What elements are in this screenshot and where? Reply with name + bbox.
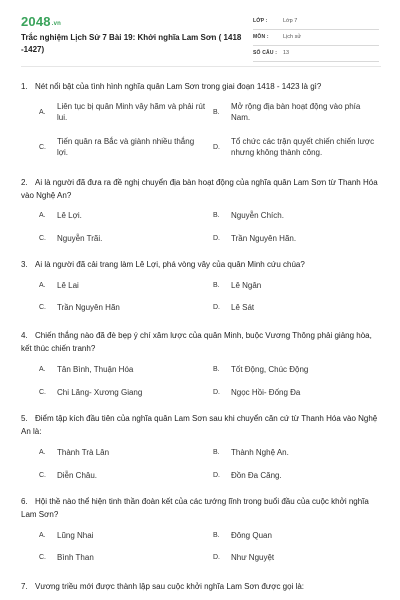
quiz-meta xyxy=(253,16,379,64)
question-body: Ai là người đã cải trang làm Lê Lợi, phá vòng vây của quân Minh cứu chúa? xyxy=(35,260,305,269)
option-text: Ngọc Hồi- Đống Đa xyxy=(231,388,301,397)
question-number: 6. xyxy=(21,497,28,506)
question-text xyxy=(21,176,381,202)
option-letter: A. xyxy=(39,282,46,289)
option-text: Lê Sát xyxy=(231,303,255,312)
option-text: Tốt Động, Chúc Động xyxy=(231,365,309,374)
option-letter: B. xyxy=(213,212,220,219)
meta-row-count xyxy=(253,48,379,62)
logo-text: 2048 xyxy=(21,14,51,29)
option-text: Diễn Châu. xyxy=(57,471,98,480)
question-body: Hội thề nào thể hiện tinh thần đoàn kết của các tướng lĩnh trong buổi đầu của cuộc khởi nghĩa Lam Sơn? xyxy=(21,497,369,519)
site-logo[interactable] xyxy=(21,14,61,29)
option-text: Trần Nguyên Hãn xyxy=(57,303,120,312)
option-letter: B. xyxy=(213,532,220,539)
option-letter: C. xyxy=(39,144,46,151)
question-text xyxy=(21,495,381,521)
question-number: 3. xyxy=(21,260,28,269)
meta-label: SỐ CÂU : xyxy=(253,50,278,56)
meta-label: MÔN : xyxy=(253,34,269,40)
option-letter: D. xyxy=(213,554,220,561)
option-letter: A. xyxy=(39,109,46,116)
option-text: Tiến quân ra Bắc và giành nhiều thắng lợi. xyxy=(57,137,195,157)
option-letter: A. xyxy=(39,212,46,219)
option-text: Thành Trà Lân xyxy=(57,448,110,457)
page-title: Trắc nghiệm Lịch Sử 7 Bài 19: Khởi nghĩa Lam Sơn ( 1418 -1427) xyxy=(21,33,242,54)
option-letter: B. xyxy=(213,109,220,116)
question-body: Ai là người đã đưa ra đề nghị chuyển địa bàn hoạt động của nghĩa quân Lam Sơn từ Thanh Hóa vào Nghệ An? xyxy=(21,178,378,200)
question-body: Vương triều mới được thành lập sau cuộc khởi nghĩa Lam Sơn được gọi là: xyxy=(35,582,305,591)
question-text xyxy=(21,80,381,93)
option-letter: A. xyxy=(39,449,46,456)
option-text: Liên tục bị quân Minh vây hãm và phải rút lui. xyxy=(57,102,206,122)
question-text xyxy=(21,329,381,355)
option-letter: D. xyxy=(213,472,220,479)
option-letter: A. xyxy=(39,366,46,373)
page-header xyxy=(0,0,400,62)
question-number: 2. xyxy=(21,178,28,187)
option-letter: C. xyxy=(39,389,46,396)
option-text: Chi Lăng- Xương Giang xyxy=(57,388,143,397)
question-body: Điểm tập kích đầu tiên của nghĩa quân Lam Sơn sau khi chuyển căn cứ từ Thanh Hóa vào Nghệ An là: xyxy=(21,414,378,436)
option-text: Bình Than xyxy=(57,553,94,562)
option-text: Lê Lợi. xyxy=(57,211,82,220)
option-letter: C. xyxy=(39,472,46,479)
question-number: 7. xyxy=(21,582,28,591)
option-text: Nguyễn Chích. xyxy=(231,211,284,220)
option-letter: B. xyxy=(213,282,220,289)
option-text: Đông Quan xyxy=(231,531,272,540)
option-text: Tân Bình, Thuận Hóa xyxy=(57,365,134,374)
option-letter: A. xyxy=(39,532,46,539)
logo-suffix: .vn xyxy=(51,21,62,27)
meta-row-subject xyxy=(253,32,379,46)
option-text: Mở rộng địa bàn hoạt động vào phía Nam. xyxy=(231,102,361,122)
option-letter: B. xyxy=(213,366,220,373)
question-text xyxy=(21,580,381,593)
question-text xyxy=(21,412,381,438)
question-body: Nét nổi bật của tình hình nghĩa quân Lam Sơn trong giai đoạn 1418 - 1423 là gì? xyxy=(35,82,322,91)
option-letter: C. xyxy=(39,554,46,561)
option-text: Thành Nghệ An. xyxy=(231,448,289,457)
option-letter: B. xyxy=(213,449,220,456)
option-text: Đồn Đa Căng. xyxy=(231,471,282,480)
option-text: Lũng Nhai xyxy=(57,531,94,540)
option-letter: D. xyxy=(213,144,220,151)
option-letter: D. xyxy=(213,235,220,242)
option-text: Lê Ngân xyxy=(231,281,262,290)
option-letter: C. xyxy=(39,304,46,311)
meta-row-class xyxy=(253,16,379,30)
question-number: 4. xyxy=(21,331,28,340)
option-letter: C. xyxy=(39,235,46,242)
meta-label: LỚP : xyxy=(253,18,268,24)
question-body: Chiến thắng nào đã đè bẹp ý chí xâm lược của quân Minh, buộc Vương Thông phải giảng hòa, kết thúc chiến tranh? xyxy=(21,331,372,353)
option-text: Lê Lai xyxy=(57,281,79,290)
option-text: Tổ chức các trận quyết chiến chiến lược nhưng không thành công. xyxy=(231,137,375,157)
option-letter: D. xyxy=(213,389,220,396)
header-divider xyxy=(21,66,381,67)
question-text xyxy=(21,258,381,271)
option-text: Trần Nguyên Hãn. xyxy=(231,234,297,243)
question-number: 5. xyxy=(21,414,28,423)
question-number: 1. xyxy=(21,82,28,91)
meta-value: Lớp 7 xyxy=(283,18,298,24)
meta-value: Lịch sử xyxy=(283,34,302,40)
option-text: Nguyễn Trãi. xyxy=(57,234,103,243)
option-letter: D. xyxy=(213,304,220,311)
meta-value: 13 xyxy=(283,50,290,56)
option-text: Như Nguyệt xyxy=(231,553,275,562)
